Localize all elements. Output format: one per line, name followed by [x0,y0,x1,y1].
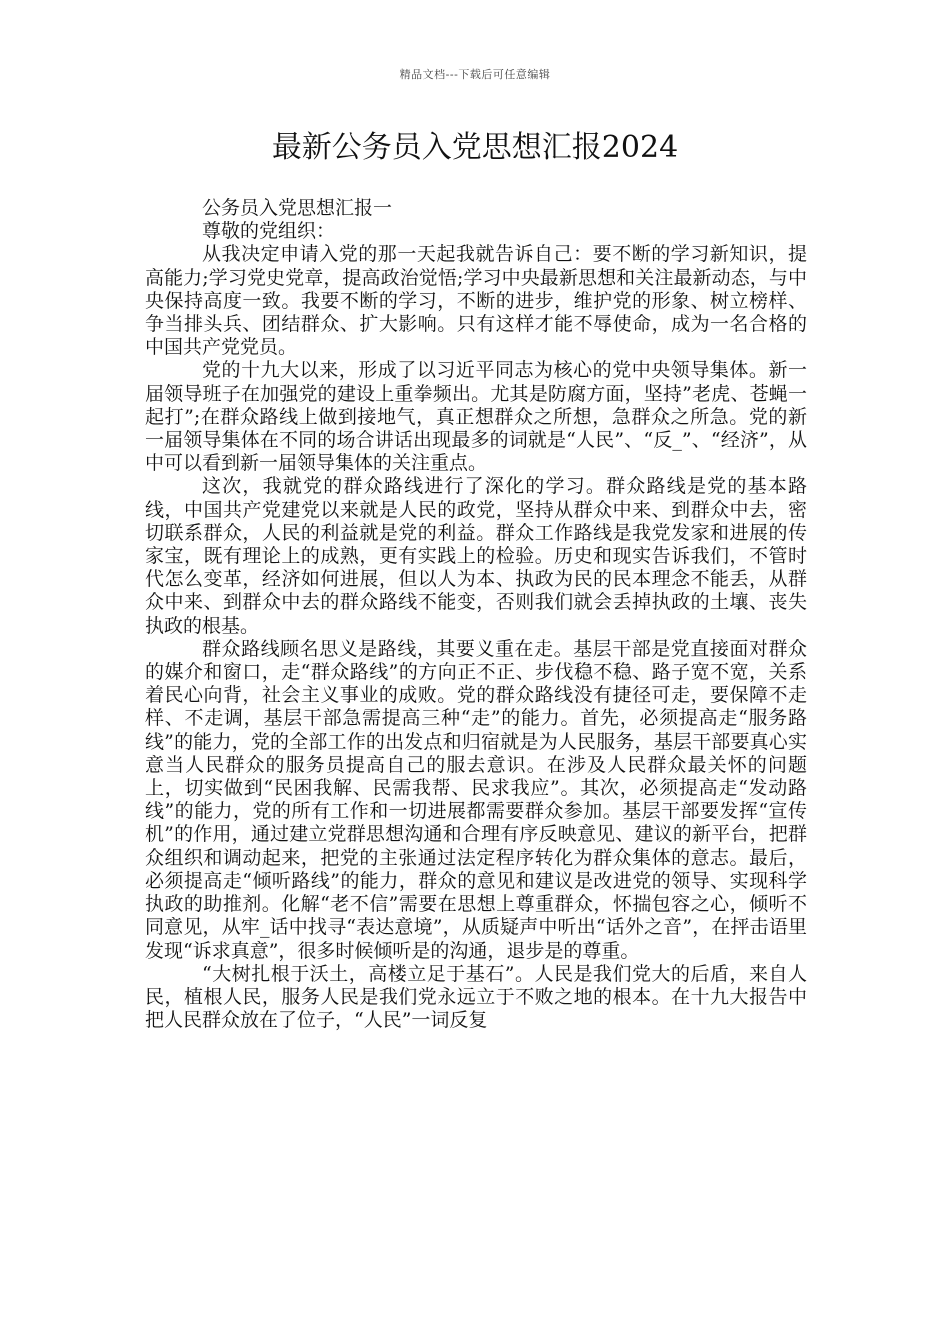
section-heading: 公务员入党思想汇报一 [202,197,393,219]
header-note: 精品文档---下载后可任意编辑 [399,68,551,81]
document-body [145,197,807,1032]
body-paragraph: “大树扎根于沃土，高楼立足于基石”。人民是我们党大的后盾，来自人民，植根人民，服务人民是我们党永远立于不败之地的根本。在十九大报告中把人民群众放在了位子，“人民”一词反复 [145,962,807,1032]
document-title: 最新公务员入党思想汇报2024 [271,130,679,165]
body-paragraph: 党的十九大以来，形成了以习近平同志为核心的党中央领导集体。新一届领导班子在加强党的建设上重拳频出。尤其是防腐方面，坚持”老虎、苍蝇一起打”;在群众路线上做到接地气，真正想群众之所想，急群众之所急。党的新一届领导集体在不同的场合讲话出现最多的词就是“人民”、“反_”、“经济”，从中可以看到新一届领导集体的关注重点。 [145,359,807,475]
salutation: 尊敬的党组织： [202,220,336,243]
body-paragraph: 从我决定申请入党的那一天起我就告诉自己：要不断的学习新知识，提高能力;学习党史党章，提高政治觉悟;学习中央最新思想和关注最新动态，与中央保持高度一致。我要不断的学习，不断的进步，维护党的形象、树立榜样、争当排头兵、团结群众、扩大影响。只有这样才能不辱使命，成为一名合格的中国共产党党员。 [145,243,807,359]
body-paragraph: 群众路线顾名思义是路线，其要义重在走。基层干部是党直接面对群众的媒介和窗口，走“群众路线”的方向正不正、步伐稳不稳、路子宽不宽，关系着民心向背，社会主义事业的成败。党的群众路线没有捷径可走，要保障不走样、不走调，基层干部急需提高三种“走”的能力。首先，必须提高走“服务路线”的能力，党的全部工作的出发点和归宿就是为人民服务，基层干部要真心实意当人民群众的服务员提高自己的服去意识。在涉及人民群众最关怀的问题上，切实做到“民困我解、民需我帮、民求我应”。其次，必须提高走“发动路线”的能力，党的所有工作和一切进展都需要群众参加。基层干部要发挥“宣传机”的作用，通过建立党群思想沟通和合理有序反映意见、建议的新平台，把群众组织和调动起来，把党的主张通过法定程序转化为群众集体的意志。最后，必须提高走“倾听路线”的能力，群众的意见和建议是改进党的领导、实现科学执政的助推剂。化解“老不信”需要在思想上尊重群众，怀揣包容之心，倾听不同意见，从牢_话中找寻“表达意境”，从质疑声中听出“话外之音”，在抨击语里发现“诉求真意”，很多时候倾听是的沟通，退步是的尊重。 [145,637,807,962]
body-paragraph: 这次，我就党的群众路线进行了深化的学习。群众路线是党的基本路线，中国共产党建党以来就是人民的政党，坚持从群众中来、到群众中去，密切联系群众，人民的利益就是党的利益。群众工作路线是我党发家和进展的传家宝，既有理论上的成熟，更有实践上的检验。历史和现实告诉我们，不管时代怎么变革，经济如何进展，但以人为本、执政为民的民本理念不能丢，从群众中来、到群众中去的群众路线不能变，否则我们就会丢掉执政的土壤、丧失执政的根基。 [145,475,807,637]
